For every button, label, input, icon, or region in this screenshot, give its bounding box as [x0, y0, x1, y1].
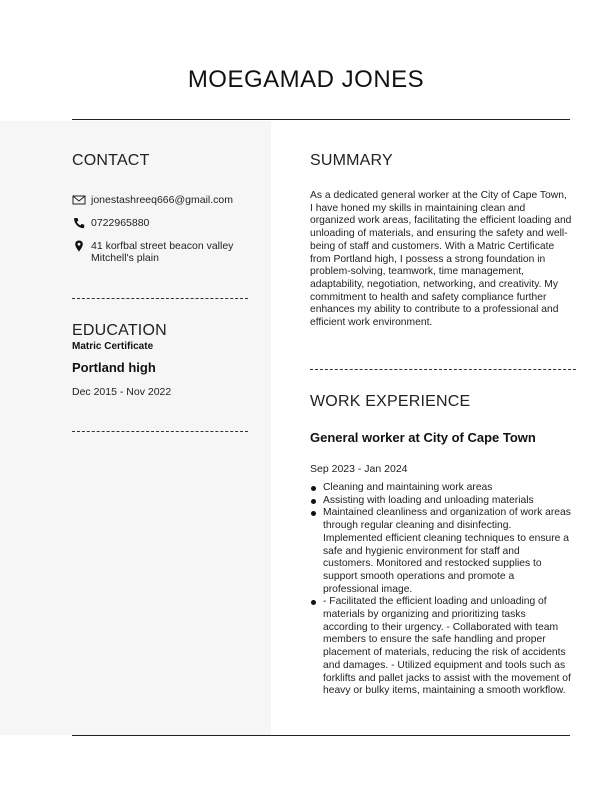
phone-icon	[72, 217, 86, 229]
email-text: jonestashreeq666@gmail.com	[91, 194, 233, 206]
list-item	[310, 596, 572, 698]
bullet-text: Assisting with loading and unloading materials	[323, 494, 534, 506]
education-degree: Matric Certificate	[72, 341, 154, 352]
education-dates: Dec 2015 - Nov 2022	[72, 386, 172, 398]
header-divider	[72, 119, 570, 120]
bullet-icon	[311, 486, 316, 491]
contact-divider	[72, 298, 248, 299]
bullet-icon	[311, 499, 316, 504]
job-title: General worker at City of Cape Town	[310, 430, 536, 445]
list-item	[310, 482, 572, 495]
education-divider	[72, 431, 248, 432]
list-item	[310, 495, 572, 508]
phone-text: 0722965880	[91, 217, 150, 229]
list-item	[310, 507, 572, 596]
job-bullet-list	[310, 482, 572, 698]
summary-heading: SUMMARY	[310, 152, 393, 169]
education-heading: EDUCATION	[72, 322, 167, 339]
address-line-2: Mitchell's plain	[91, 252, 159, 264]
resume-name: MOEGAMAD JONES	[187, 66, 425, 93]
address-line-1: 41 korfbal street beacon valley	[91, 240, 234, 252]
work-heading: WORK EXPERIENCE	[310, 393, 471, 410]
address-text	[91, 240, 266, 264]
bullet-text: Cleaning and maintaining work areas	[323, 482, 493, 493]
bullet-text: Maintained cleanliness and organization of work areas through regular cleaning and disinfecting. Implemented efficient cleaning techniques to ensure a safe and hygienic environment for staff and customers. Monitored and restocked supplies to support smooth operations and promote a professional image.	[323, 507, 571, 595]
summary-divider	[310, 369, 576, 370]
contact-heading: CONTACT	[72, 152, 150, 169]
bullet-text: - Facilitated the efficient loading and unloading of materials by organizing and prioritizing tasks according to their urgency. - Collaborated with team members to ensure the safe handling and proper placement of materials, reducing the risk of accidents and damages. - Utilized equipment and tools such as forklifts and pallet jacks to assist with the movement of heavy or bulky items, maintaining a smooth workflow.	[323, 596, 571, 697]
education-school: Portland high	[72, 360, 156, 375]
sidebar-background	[0, 121, 271, 735]
job-dates: Sep 2023 - Jan 2024	[310, 463, 408, 475]
bullet-icon	[311, 600, 316, 605]
location-pin-icon	[72, 240, 86, 252]
contact-address	[72, 240, 262, 266]
footer-divider	[72, 735, 570, 736]
email-icon	[72, 194, 86, 206]
summary-paragraph: As a dedicated general worker at the City of Cape Town, I have honed my skills in maintaining clean and organized work areas, facilitating the efficient loading and unloading of materials, and ensuring the safety and well-being of staff and customers. With a Matric Certificate from Portland high, I possess a strong foundation in problem-solving, teamwork, time management, adaptability, negotiation, networking, and creativity. My commitment to health and safety compliance further enhances my ability to contribute to a professional and efficient work environment.	[310, 190, 572, 329]
bullet-icon	[311, 511, 316, 516]
